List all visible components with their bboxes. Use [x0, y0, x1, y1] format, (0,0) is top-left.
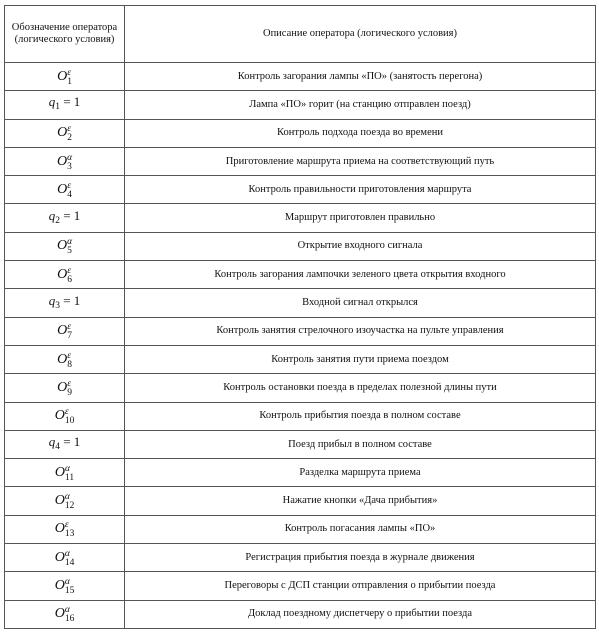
table-row	[5, 487, 596, 515]
designation-cell	[5, 572, 125, 600]
operator-scripts	[65, 493, 75, 511]
designation-cell	[5, 487, 125, 515]
operator-symbol	[57, 181, 72, 199]
designation-cell	[5, 261, 125, 289]
operator-subscript: 9	[67, 387, 72, 398]
operator-base: O	[57, 323, 68, 339]
operator-scripts	[67, 154, 72, 172]
operator-scripts	[67, 323, 72, 341]
table-row	[5, 430, 596, 458]
operator-base: O	[54, 521, 65, 537]
description-cell: Переговоры с ДСП станции отправления о прибытии поезда	[125, 572, 596, 600]
operator-superscript: ε	[64, 520, 69, 531]
condition-expression	[48, 94, 81, 113]
operator-symbol	[57, 351, 72, 369]
table-row	[5, 317, 596, 345]
designation-cell	[5, 459, 125, 487]
operator-base: O	[57, 125, 68, 141]
operator-superscript: α	[64, 605, 70, 616]
description-cell: Приготовление маршрута приема на соответствующий путь	[125, 147, 596, 175]
operator-symbol	[57, 68, 72, 86]
description-cell: Лампа «ПО» горит (на станцию отправлен поезд)	[125, 91, 596, 119]
operator-symbol	[57, 379, 72, 397]
designation-cell	[5, 345, 125, 373]
operator-superscript: ε	[67, 180, 71, 191]
operator-base: O	[54, 606, 65, 622]
operator-scripts	[67, 380, 72, 398]
condition-variable: q	[48, 207, 56, 223]
table-row	[5, 515, 596, 543]
description-cell: Контроль подхода поезда во времени	[125, 119, 596, 147]
operator-base: O	[54, 408, 65, 424]
operator-base: O	[57, 68, 68, 84]
operator-scripts	[65, 578, 75, 596]
table-row	[5, 572, 596, 600]
description-cell: Контроль занятия пути приема поездом	[125, 345, 596, 373]
operator-scripts	[67, 352, 72, 370]
operator-subscript: 1	[67, 76, 72, 87]
operator-superscript: ε	[64, 407, 69, 418]
operator-symbol	[55, 577, 75, 595]
condition-value: = 1	[59, 207, 81, 223]
operator-symbol	[57, 124, 72, 142]
condition-expression	[48, 434, 81, 452]
operator-subscript: 5	[67, 246, 72, 257]
operator-symbol	[55, 492, 75, 510]
table-row	[5, 176, 596, 204]
header-designation: Обозначение оператора (логического условия)	[5, 6, 125, 63]
table-row	[5, 147, 596, 175]
header-description: Описание оператора (логического условия)	[125, 6, 596, 63]
operator-subscript: 7	[67, 331, 72, 342]
designation-cell	[5, 91, 125, 119]
table-row	[5, 232, 596, 260]
description-cell: Контроль правильности приготовления маршрута	[125, 176, 596, 204]
operator-subscript: 14	[64, 557, 75, 568]
table-row	[5, 91, 596, 119]
description-cell: Контроль занятия стрелочного изоучастка на пульте управления	[125, 317, 596, 345]
operator-subscript: 11	[64, 472, 75, 483]
table-row	[5, 204, 596, 232]
condition-value: = 1	[59, 94, 81, 110]
table-row	[5, 402, 596, 430]
operator-subscript: 10	[64, 416, 75, 427]
operator-superscript: α	[64, 492, 70, 503]
table-row	[5, 544, 596, 572]
operator-symbol	[55, 605, 75, 623]
designation-cell	[5, 430, 125, 458]
operator-scripts	[67, 182, 72, 200]
operator-base: O	[56, 153, 68, 169]
operator-symbol	[57, 266, 72, 284]
operator-superscript: α	[67, 237, 73, 248]
designation-cell	[5, 600, 125, 628]
description-cell: Контроль погасания лампы «ПО»	[125, 515, 596, 543]
operator-superscript: ε	[67, 378, 71, 389]
operator-base: O	[57, 182, 68, 198]
condition-expression	[48, 292, 81, 311]
description-cell: Открытие входного сигнала	[125, 232, 596, 260]
condition-subscript: 4	[55, 442, 60, 452]
operator-scripts	[67, 69, 72, 87]
operator-superscript: ε	[67, 265, 71, 276]
designation-cell	[5, 176, 125, 204]
condition-subscript: 1	[55, 102, 60, 113]
operator-base: O	[54, 493, 65, 509]
operator-symbol	[57, 153, 72, 171]
operator-base: O	[57, 266, 68, 282]
designation-cell	[5, 317, 125, 345]
operator-superscript: α	[64, 548, 70, 559]
operator-subscript: 16	[64, 614, 75, 625]
operator-symbol	[55, 407, 75, 425]
description-cell: Регистрация прибытия поезда в журнале движения	[125, 544, 596, 572]
table-row	[5, 374, 596, 402]
description-cell: Контроль загорания лампочки зеленого цвета открытия входного	[125, 261, 596, 289]
operator-subscript: 12	[64, 501, 75, 512]
operator-scripts	[67, 238, 72, 256]
operator-superscript: α	[64, 576, 70, 587]
operator-superscript: ε	[67, 67, 71, 78]
condition-value: = 1	[59, 292, 81, 308]
designation-cell	[5, 63, 125, 91]
designation-cell	[5, 232, 125, 260]
condition-subscript: 3	[55, 300, 60, 311]
description-cell: Контроль прибытия поезда в полном составе	[125, 402, 596, 430]
designation-cell	[5, 147, 125, 175]
operator-subscript: 3	[67, 161, 72, 172]
header-row	[5, 6, 596, 63]
description-cell: Поезд прибыл в полном составе	[125, 430, 596, 458]
operator-symbol	[55, 520, 75, 538]
condition-variable: q	[48, 292, 56, 308]
table-row	[5, 600, 596, 628]
description-cell: Маршрут приготовлен правильно	[125, 204, 596, 232]
operator-base: O	[54, 578, 65, 594]
operator-symbol	[57, 322, 72, 340]
operator-symbol	[57, 237, 72, 255]
description-cell: Доклад поездному диспетчеру о прибытии поезда	[125, 600, 596, 628]
operator-scripts	[65, 550, 75, 568]
operator-scripts	[67, 125, 72, 143]
description-cell: Контроль остановки поезда в пределах полезной длины пути	[125, 374, 596, 402]
condition-expression	[48, 207, 81, 226]
operator-superscript: ε	[67, 322, 71, 333]
operator-scripts	[67, 267, 72, 285]
designation-cell	[5, 289, 125, 317]
table-body	[5, 63, 596, 629]
table-row	[5, 459, 596, 487]
condition-subscript: 2	[55, 215, 60, 226]
table-row	[5, 345, 596, 373]
operator-scripts	[65, 465, 74, 483]
operator-subscript: 13	[64, 529, 75, 540]
description-cell: Разделка маршрута приема	[125, 459, 596, 487]
condition-value: = 1	[59, 434, 81, 449]
operator-subscript: 15	[64, 585, 75, 596]
operators-table	[4, 5, 596, 629]
designation-cell	[5, 119, 125, 147]
description-cell: Входной сигнал открылся	[125, 289, 596, 317]
description-cell: Нажатие кнопки «Дача прибытия»	[125, 487, 596, 515]
operator-scripts	[65, 606, 75, 624]
operator-symbol	[55, 549, 75, 567]
designation-cell	[5, 402, 125, 430]
operator-symbol	[55, 464, 74, 482]
operator-subscript: 4	[67, 189, 72, 200]
operator-base: O	[57, 380, 68, 396]
operator-superscript: α	[67, 152, 73, 163]
operator-superscript: ε	[67, 350, 71, 361]
table-row	[5, 261, 596, 289]
table-row	[5, 119, 596, 147]
operator-scripts	[65, 521, 75, 539]
operator-subscript: 8	[67, 359, 72, 370]
description-cell: Контроль загорания лампы «ПО» (занятость перегона)	[125, 63, 596, 91]
condition-variable: q	[48, 94, 56, 110]
operator-base: O	[57, 351, 68, 367]
table-row	[5, 63, 596, 91]
designation-cell	[5, 544, 125, 572]
designation-cell	[5, 374, 125, 402]
operator-base: O	[54, 549, 65, 565]
designation-cell	[5, 204, 125, 232]
table-row	[5, 289, 596, 317]
operator-subscript: 2	[67, 133, 72, 144]
condition-variable: q	[48, 434, 56, 449]
operator-superscript: ε	[67, 124, 71, 135]
operator-subscript: 6	[67, 274, 72, 285]
operator-superscript: α	[64, 463, 70, 474]
operator-scripts	[65, 408, 75, 426]
operator-base: O	[56, 238, 68, 254]
operator-base: O	[54, 465, 65, 481]
designation-cell	[5, 515, 125, 543]
